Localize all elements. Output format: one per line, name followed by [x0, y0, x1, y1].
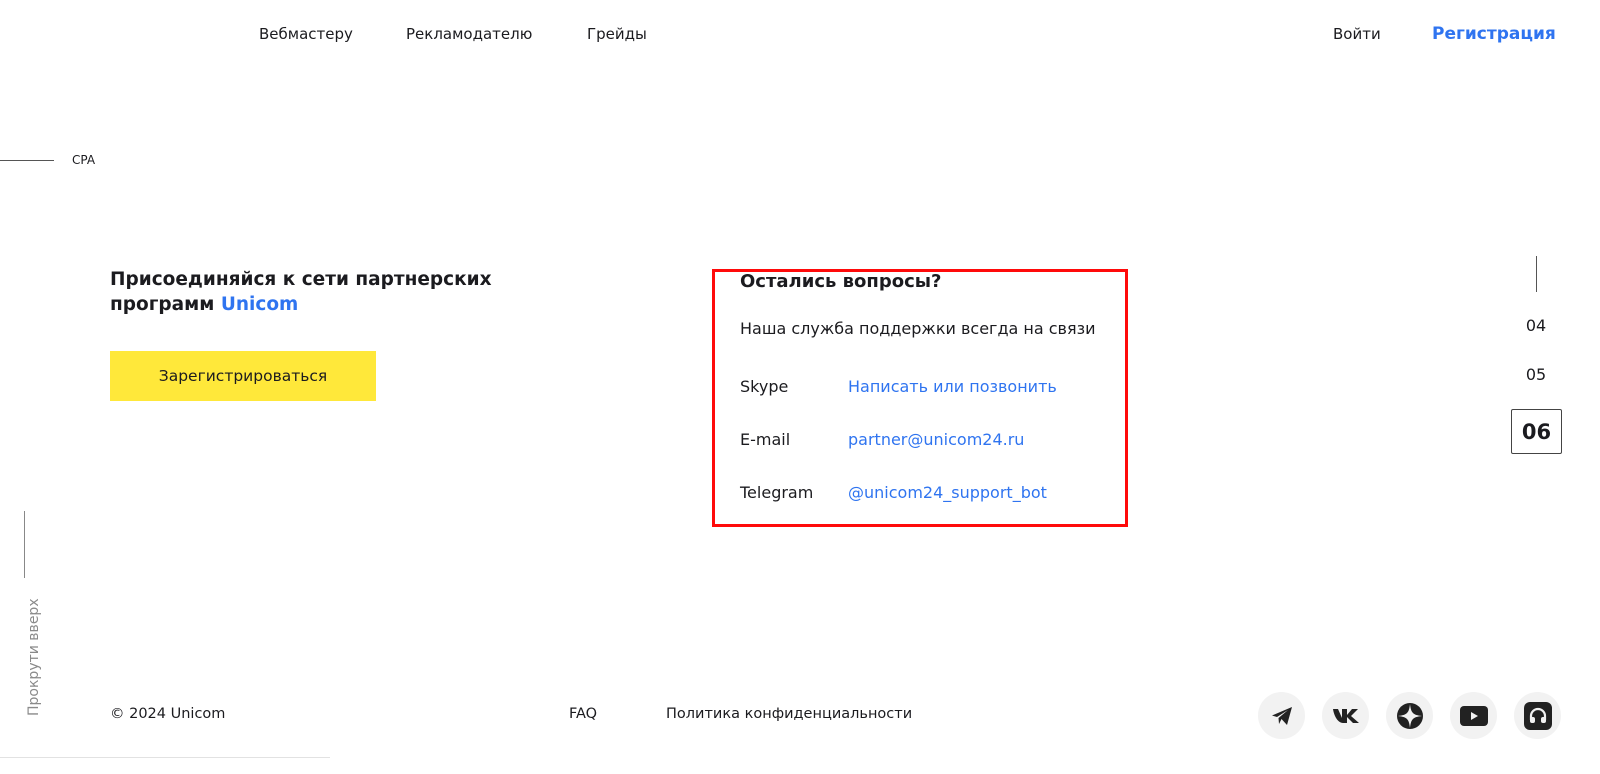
join-title — [110, 267, 510, 317]
contact-label-skype: Skype — [740, 377, 789, 396]
contact-label-email: E-mail — [740, 430, 791, 449]
contacts-title: Остались вопросы? — [740, 271, 942, 292]
vk-icon — [1332, 708, 1360, 724]
faq-link[interactable]: FAQ — [569, 706, 598, 722]
podcast-headphones-icon — [1524, 702, 1552, 730]
pager-item-active[interactable]: 06 — [1511, 409, 1562, 454]
pager-line — [1536, 256, 1537, 292]
section-tag-line — [0, 160, 54, 161]
nav-grades[interactable]: Грейды — [587, 25, 647, 43]
youtube-button[interactable] — [1450, 692, 1497, 739]
contacts-subtitle: Наша служба поддержки всегда на связи — [740, 319, 1096, 338]
register-button[interactable]: Зарегистрироваться — [110, 351, 376, 401]
register-link[interactable]: Регистрация — [1432, 24, 1556, 44]
login-link[interactable]: Войти — [1333, 25, 1381, 43]
scroll-up-button[interactable]: Прокрути вверх — [26, 598, 42, 716]
brand-name: Unicom — [220, 294, 299, 315]
privacy-policy-link[interactable]: Политика конфиденциальности — [666, 706, 913, 722]
telegram-icon — [1271, 706, 1293, 726]
telegram-link[interactable]: @unicom24_support_bot — [848, 483, 1047, 502]
nav-webmaster[interactable]: Вебмастеру — [259, 25, 353, 43]
youtube-icon — [1460, 706, 1488, 726]
scroll-up-line — [24, 511, 25, 578]
footer-divider — [0, 757, 330, 758]
join-title-text: Присоединяйся к сети партнерских программ — [110, 269, 492, 315]
pager-item-05[interactable]: 05 — [1525, 365, 1547, 384]
contact-label-telegram: Telegram — [740, 483, 814, 502]
telegram-button[interactable] — [1258, 692, 1305, 739]
podcast-button[interactable] — [1514, 692, 1561, 739]
pager-item-04[interactable]: 04 — [1525, 316, 1547, 335]
skype-link[interactable]: Написать или позвонить — [848, 377, 1057, 396]
section-tag: CPA — [72, 153, 96, 167]
nav-advertiser[interactable]: Рекламодателю — [406, 25, 533, 43]
vk-button[interactable] — [1322, 692, 1369, 739]
dzen-button[interactable] — [1386, 692, 1433, 739]
copyright: © 2024 Unicom — [110, 706, 226, 722]
email-link[interactable]: partner@unicom24.ru — [848, 430, 1025, 449]
dzen-icon — [1396, 702, 1424, 730]
